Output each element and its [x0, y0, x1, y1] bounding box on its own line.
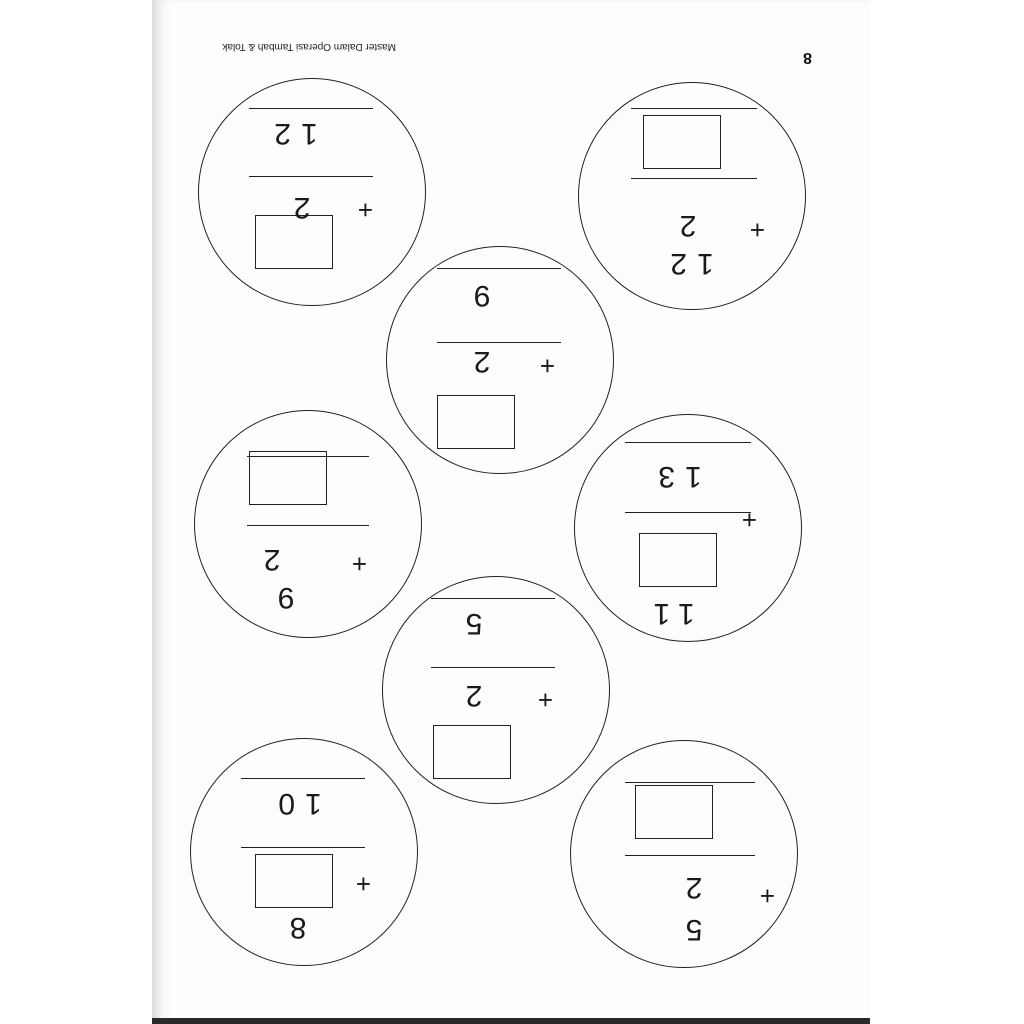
plus-sign: +	[539, 351, 555, 381]
plus-sign: +	[759, 881, 775, 911]
addition-problem-6	[386, 246, 614, 474]
sum: 9	[463, 279, 491, 312]
answer-box[interactable]	[255, 854, 333, 908]
answer-box[interactable]	[437, 395, 515, 449]
bottom-line	[631, 108, 757, 109]
running-title: Master Dalam Operasi Tambah & Tolak	[222, 41, 396, 52]
second-addend: 2	[669, 209, 697, 242]
answer-box[interactable]	[643, 115, 721, 169]
bottom-line	[431, 598, 555, 599]
second-addend: 2	[253, 543, 281, 576]
plus-sign: +	[749, 215, 765, 245]
bottom-line	[247, 456, 369, 457]
plus-sign: +	[537, 685, 553, 715]
sum-line	[247, 525, 369, 526]
addition-problem-7	[578, 82, 806, 310]
second-addend: 2	[283, 191, 311, 224]
addition-problem-4	[574, 414, 802, 642]
first-addend: 5	[675, 913, 703, 946]
sum-line	[437, 342, 561, 343]
sum: 12	[264, 117, 318, 150]
answer-box[interactable]	[635, 785, 713, 839]
plus-sign: +	[741, 505, 757, 535]
second-addend: 2	[455, 679, 483, 712]
answer-box[interactable]	[639, 533, 717, 587]
addition-problem-1	[570, 740, 798, 968]
sum: 13	[648, 460, 702, 493]
sum-line	[625, 512, 751, 513]
first-addend: 9	[267, 581, 295, 614]
addition-problem-3	[382, 576, 610, 804]
bottom-line	[625, 782, 755, 783]
first-addend: 11	[643, 597, 695, 630]
sum-line	[249, 176, 373, 177]
first-addend: 8	[279, 911, 307, 944]
sum: 10	[268, 787, 322, 820]
addition-problem-5	[194, 410, 422, 638]
second-addend: 2	[463, 345, 491, 378]
sum-line	[631, 178, 757, 179]
plus-sign: +	[351, 549, 367, 579]
sum-line	[625, 855, 755, 856]
plus-sign: +	[355, 869, 371, 899]
first-addend: 12	[660, 247, 714, 280]
addition-problem-2	[190, 738, 418, 966]
sum: 5	[455, 607, 483, 640]
plus-sign: +	[357, 195, 373, 225]
bottom-line	[437, 268, 561, 269]
addition-problem-8	[198, 78, 426, 306]
page-number: 8	[803, 49, 812, 66]
sum-line	[431, 667, 555, 668]
answer-box[interactable]	[433, 725, 511, 779]
bottom-line	[241, 778, 365, 779]
bottom-line	[249, 108, 373, 109]
answer-box[interactable]	[249, 451, 327, 505]
sum-line	[241, 847, 365, 848]
bottom-line	[625, 442, 751, 443]
second-addend: 2	[675, 871, 703, 904]
